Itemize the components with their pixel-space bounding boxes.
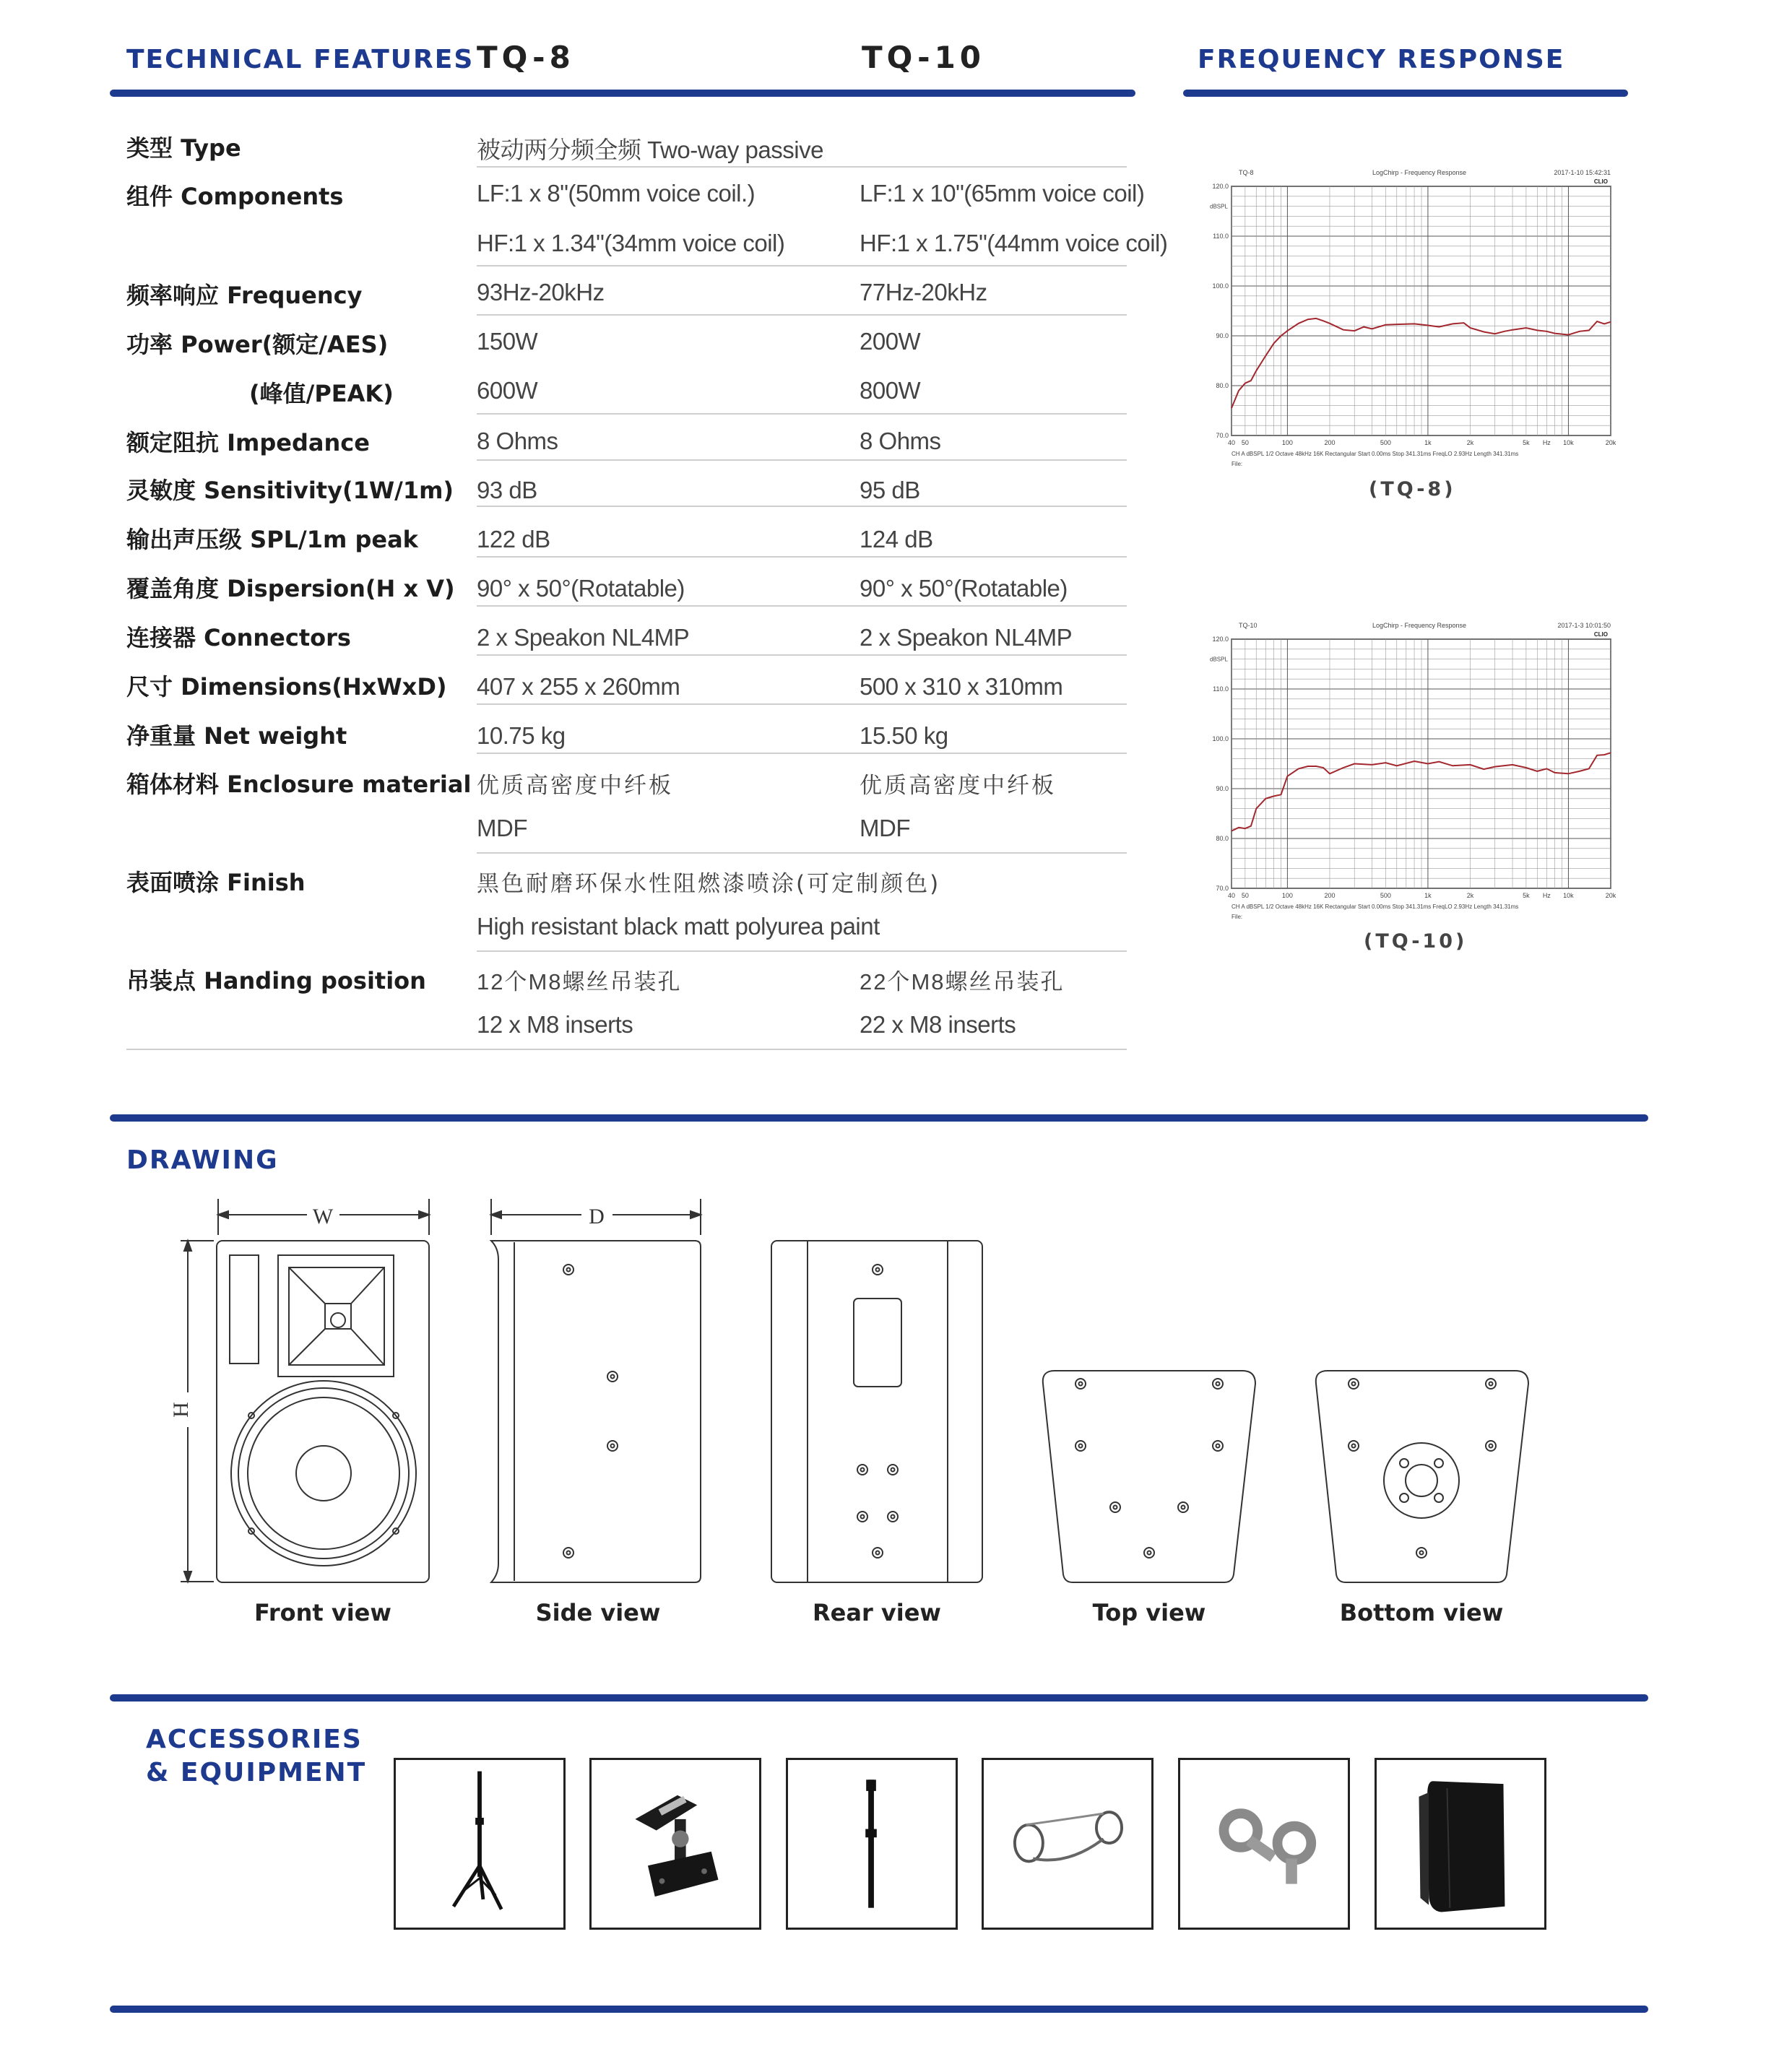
frequency-response-line xyxy=(1232,318,1611,408)
connectors-a: 2 x Speakon NL4MP xyxy=(477,624,690,651)
y-tick-label: 80.0 xyxy=(1216,835,1229,842)
model-a-title: TQ-8 xyxy=(477,40,575,75)
components-b-lf: LF:1 x 10"(65mm voice coil) xyxy=(860,180,1145,207)
y-axis-label: dBSPL xyxy=(1210,656,1228,663)
sensitivity-b: 95 dB xyxy=(860,477,920,503)
top-view-drawing xyxy=(1043,1371,1255,1582)
row-divider xyxy=(477,950,1127,952)
dim-w-label: W xyxy=(312,1205,334,1228)
spl-label: 输出声压级 SPL/1m peak xyxy=(126,526,418,553)
x-tick-label: 40 xyxy=(1227,892,1236,899)
chart-header-date: 2017-1-3 10:01:50 xyxy=(1557,622,1611,629)
x-tick-label: 200 xyxy=(1324,439,1336,446)
x-tick-label: 500 xyxy=(1380,892,1391,899)
y-tick-label: 100.0 xyxy=(1212,735,1229,742)
frequency-chart-svg xyxy=(1203,165,1614,468)
drawing-divider xyxy=(110,1114,1648,1122)
x-tick-label: 1k xyxy=(1424,892,1432,899)
components-label: 组件 Components xyxy=(126,183,344,210)
accessory-wall-bracket xyxy=(589,1758,761,1930)
x-tick-label: Hz xyxy=(1542,892,1551,899)
chart-brand: CLIO xyxy=(1593,631,1608,638)
drawing-title: DRAWING xyxy=(126,1145,279,1175)
spl-a: 122 dB xyxy=(477,526,550,552)
finish-en: High resistant black matt polyurea paint xyxy=(477,913,880,940)
dim-h-label: H xyxy=(169,1402,193,1418)
row-divider xyxy=(477,556,1127,558)
chart-header-date: 2017-1-10 15:42:31 xyxy=(1554,169,1611,176)
components-a-hf: HF:1 x 1.34"(34mm voice coil) xyxy=(477,230,785,256)
impedance-b: 8 Ohms xyxy=(860,428,941,454)
x-tick-label: 10k xyxy=(1563,439,1574,446)
speaker-cover-icon xyxy=(1377,1760,1544,1928)
dimensions-a: 407 x 255 x 260mm xyxy=(477,673,680,700)
components-a-lf: LF:1 x 8"(50mm voice coil.) xyxy=(477,180,756,207)
row-divider xyxy=(477,314,1127,316)
accessory-safety-cable xyxy=(982,1758,1153,1930)
wall-bracket-icon xyxy=(592,1760,759,1928)
x-tick-label: 5k xyxy=(1523,892,1530,899)
x-tick-label: 2k xyxy=(1466,439,1474,446)
finish-label: 表面喷涂 Finish xyxy=(126,869,306,896)
row-divider xyxy=(477,506,1127,507)
connectors-label: 连接器 Connectors xyxy=(126,624,351,651)
enclosure-label: 箱体材料 Enclosure material xyxy=(126,771,472,798)
x-tick-label: 1k xyxy=(1424,439,1432,446)
x-tick-label: 500 xyxy=(1380,439,1391,446)
chart-header-model: TQ-10 xyxy=(1239,622,1258,629)
x-tick-label: Hz xyxy=(1542,439,1551,446)
handing-b-en: 22 x M8 inserts xyxy=(860,1011,1016,1038)
power-b: 200W xyxy=(860,328,921,355)
frequency-chart-tq10 xyxy=(1203,617,1614,921)
frequency-chart-tq8 xyxy=(1203,165,1614,468)
accessories-divider xyxy=(110,1694,1648,1702)
row-divider xyxy=(477,459,1127,461)
accessory-eye-bolt xyxy=(1178,1758,1350,1930)
frequency-chart-svg xyxy=(1203,617,1614,921)
y-tick-label: 80.0 xyxy=(1216,382,1229,389)
y-tick-label: 110.0 xyxy=(1213,233,1229,240)
bottom-view-drawing xyxy=(1316,1371,1528,1582)
chart-file-label: File: xyxy=(1232,914,1243,920)
row-divider xyxy=(477,166,1127,168)
y-tick-label: 120.0 xyxy=(1212,183,1229,190)
peak-b: 800W xyxy=(860,377,921,404)
frequency-response-line xyxy=(1232,753,1611,831)
enclosure-a-en: MDF xyxy=(477,815,527,841)
finish-cn: 黑色耐磨环保水性阻燃漆喷涂(可定制颜色) xyxy=(477,871,941,897)
y-axis-label: dBSPL xyxy=(1210,203,1228,210)
weight-a: 10.75 kg xyxy=(477,722,566,749)
dimensions-b: 500 x 310 x 310mm xyxy=(860,673,1063,700)
bottom-view-caption: Bottom view xyxy=(1339,1599,1504,1626)
type-label: 类型 Type xyxy=(126,134,241,162)
y-tick-label: 70.0 xyxy=(1216,885,1229,892)
weight-label: 净重量 Net weight xyxy=(126,722,347,750)
accessory-pole-mount xyxy=(786,1758,958,1930)
x-tick-label: 100 xyxy=(1281,439,1293,446)
tripod-stand-icon xyxy=(396,1760,563,1928)
pole-icon xyxy=(788,1760,956,1928)
frequency-divider xyxy=(1183,90,1628,97)
accessories-title-line2: & EQUIPMENT xyxy=(146,1758,367,1787)
model-b-title: TQ-10 xyxy=(862,40,986,75)
row-divider xyxy=(126,1049,1127,1050)
chart-caption-tq8: (TQ-8) xyxy=(1369,478,1456,500)
frequency-b: 77Hz-20kHz xyxy=(860,279,987,305)
chart-header-title: LogChirp - Frequency Response xyxy=(1372,169,1467,176)
chart-frame xyxy=(1232,186,1611,435)
dim-d-label: D xyxy=(589,1205,605,1228)
weight-b: 15.50 kg xyxy=(860,722,948,749)
chart-header-model: TQ-8 xyxy=(1239,169,1254,176)
chart-caption-tq10: (TQ-10) xyxy=(1364,930,1468,953)
chart-frame xyxy=(1232,639,1611,888)
enclosure-b-en: MDF xyxy=(860,815,910,841)
header-divider xyxy=(110,90,1135,97)
y-tick-label: 100.0 xyxy=(1212,282,1229,290)
type-value: 被动两分频全频 Two-way passive xyxy=(477,136,823,163)
row-divider xyxy=(477,605,1127,607)
handing-a-en: 12 x M8 inserts xyxy=(477,1011,633,1038)
handing-label: 吊装点 Handing position xyxy=(126,967,426,994)
chart-brand: CLIO xyxy=(1593,178,1608,185)
frequency-label: 频率响应 Frequency xyxy=(126,282,363,309)
accessories-title-line1: ACCESSORIES xyxy=(146,1725,363,1754)
peak-a: 600W xyxy=(477,377,538,404)
front-view-drawing xyxy=(217,1241,429,1582)
accessory-speaker-cover xyxy=(1375,1758,1546,1930)
impedance-a: 8 Ohms xyxy=(477,428,558,454)
technical-drawings xyxy=(166,1184,1553,1603)
chart-file-label: File: xyxy=(1232,461,1243,467)
row-divider xyxy=(477,852,1127,854)
impedance-label: 额定阻抗 Impedance xyxy=(126,429,370,456)
row-divider xyxy=(477,265,1127,266)
front-view-caption: Front view xyxy=(254,1599,391,1626)
power-label: 功率 Power(额定/AES) xyxy=(126,331,389,358)
x-tick-label: 10k xyxy=(1563,892,1574,899)
row-divider xyxy=(477,753,1127,754)
side-view-caption: Side view xyxy=(535,1599,661,1626)
safety-cable-icon xyxy=(984,1760,1151,1928)
rear-view-caption: Rear view xyxy=(813,1599,941,1626)
y-tick-label: 90.0 xyxy=(1216,785,1229,792)
dispersion-b: 90° x 50°(Rotatable) xyxy=(860,575,1068,602)
y-tick-label: 110.0 xyxy=(1213,685,1229,693)
row-divider xyxy=(477,703,1127,705)
chart-footer: CH A dBSPL 1/2 Octave 48kHz 16K Rectangular Start 0.00ms Stop 341.31ms FreqLO 2.93Hz Length 341.31ms xyxy=(1232,451,1519,457)
row-divider xyxy=(477,413,1127,415)
dimensions-label: 尺寸 Dimensions(HxWxD) xyxy=(126,673,447,701)
peak-label: (峰值/PEAK) xyxy=(249,380,394,407)
power-a: 150W xyxy=(477,328,538,355)
x-tick-label: 40 xyxy=(1227,439,1236,446)
sensitivity-a: 93 dB xyxy=(477,477,537,503)
x-tick-label: 100 xyxy=(1281,892,1293,899)
technical-features-title: TECHNICAL FEATURES xyxy=(126,45,475,74)
components-b-hf: HF:1 x 1.75"(44mm voice coil) xyxy=(860,230,1168,256)
chart-footer: CH A dBSPL 1/2 Octave 48kHz 16K Rectangular Start 0.00ms Stop 341.31ms FreqLO 2.93Hz Length 341.31ms xyxy=(1232,903,1519,910)
sensitivity-label: 灵敏度 Sensitivity(1W/1m) xyxy=(126,477,454,504)
frequency-response-title: FREQUENCY RESPONSE xyxy=(1198,45,1565,74)
x-tick-label: 20k xyxy=(1605,892,1616,899)
footer-divider xyxy=(110,2006,1648,2013)
connectors-b: 2 x Speakon NL4MP xyxy=(860,624,1073,651)
frequency-a: 93Hz-20kHz xyxy=(477,279,605,305)
handing-b-cn: 22个M8螺丝吊装孔 xyxy=(860,969,1065,994)
spl-b: 124 dB xyxy=(860,526,933,552)
rear-view-drawing xyxy=(771,1241,982,1582)
row-divider xyxy=(477,654,1127,656)
y-tick-label: 120.0 xyxy=(1212,636,1229,643)
x-tick-label: 50 xyxy=(1241,439,1249,446)
enclosure-b-cn: 优质高密度中纤板 xyxy=(860,773,1056,799)
dispersion-a: 90° x 50°(Rotatable) xyxy=(477,575,685,602)
handing-a-cn: 12个M8螺丝吊装孔 xyxy=(477,969,682,994)
enclosure-a-cn: 优质高密度中纤板 xyxy=(477,773,673,799)
x-tick-label: 2k xyxy=(1466,892,1474,899)
x-tick-label: 200 xyxy=(1324,892,1336,899)
x-tick-label: 50 xyxy=(1241,892,1249,899)
accessory-speaker-stand xyxy=(394,1758,566,1930)
chart-header-title: LogChirp - Frequency Response xyxy=(1372,622,1467,629)
y-tick-label: 90.0 xyxy=(1216,332,1229,339)
x-tick-label: 5k xyxy=(1523,439,1530,446)
side-view-drawing xyxy=(491,1199,701,1582)
eye-bolt-icon xyxy=(1180,1760,1348,1928)
y-tick-label: 70.0 xyxy=(1216,432,1229,439)
dispersion-label: 覆盖角度 Dispersion(H x V) xyxy=(126,575,455,602)
x-tick-label: 20k xyxy=(1605,439,1616,446)
top-view-caption: Top view xyxy=(1092,1599,1206,1626)
